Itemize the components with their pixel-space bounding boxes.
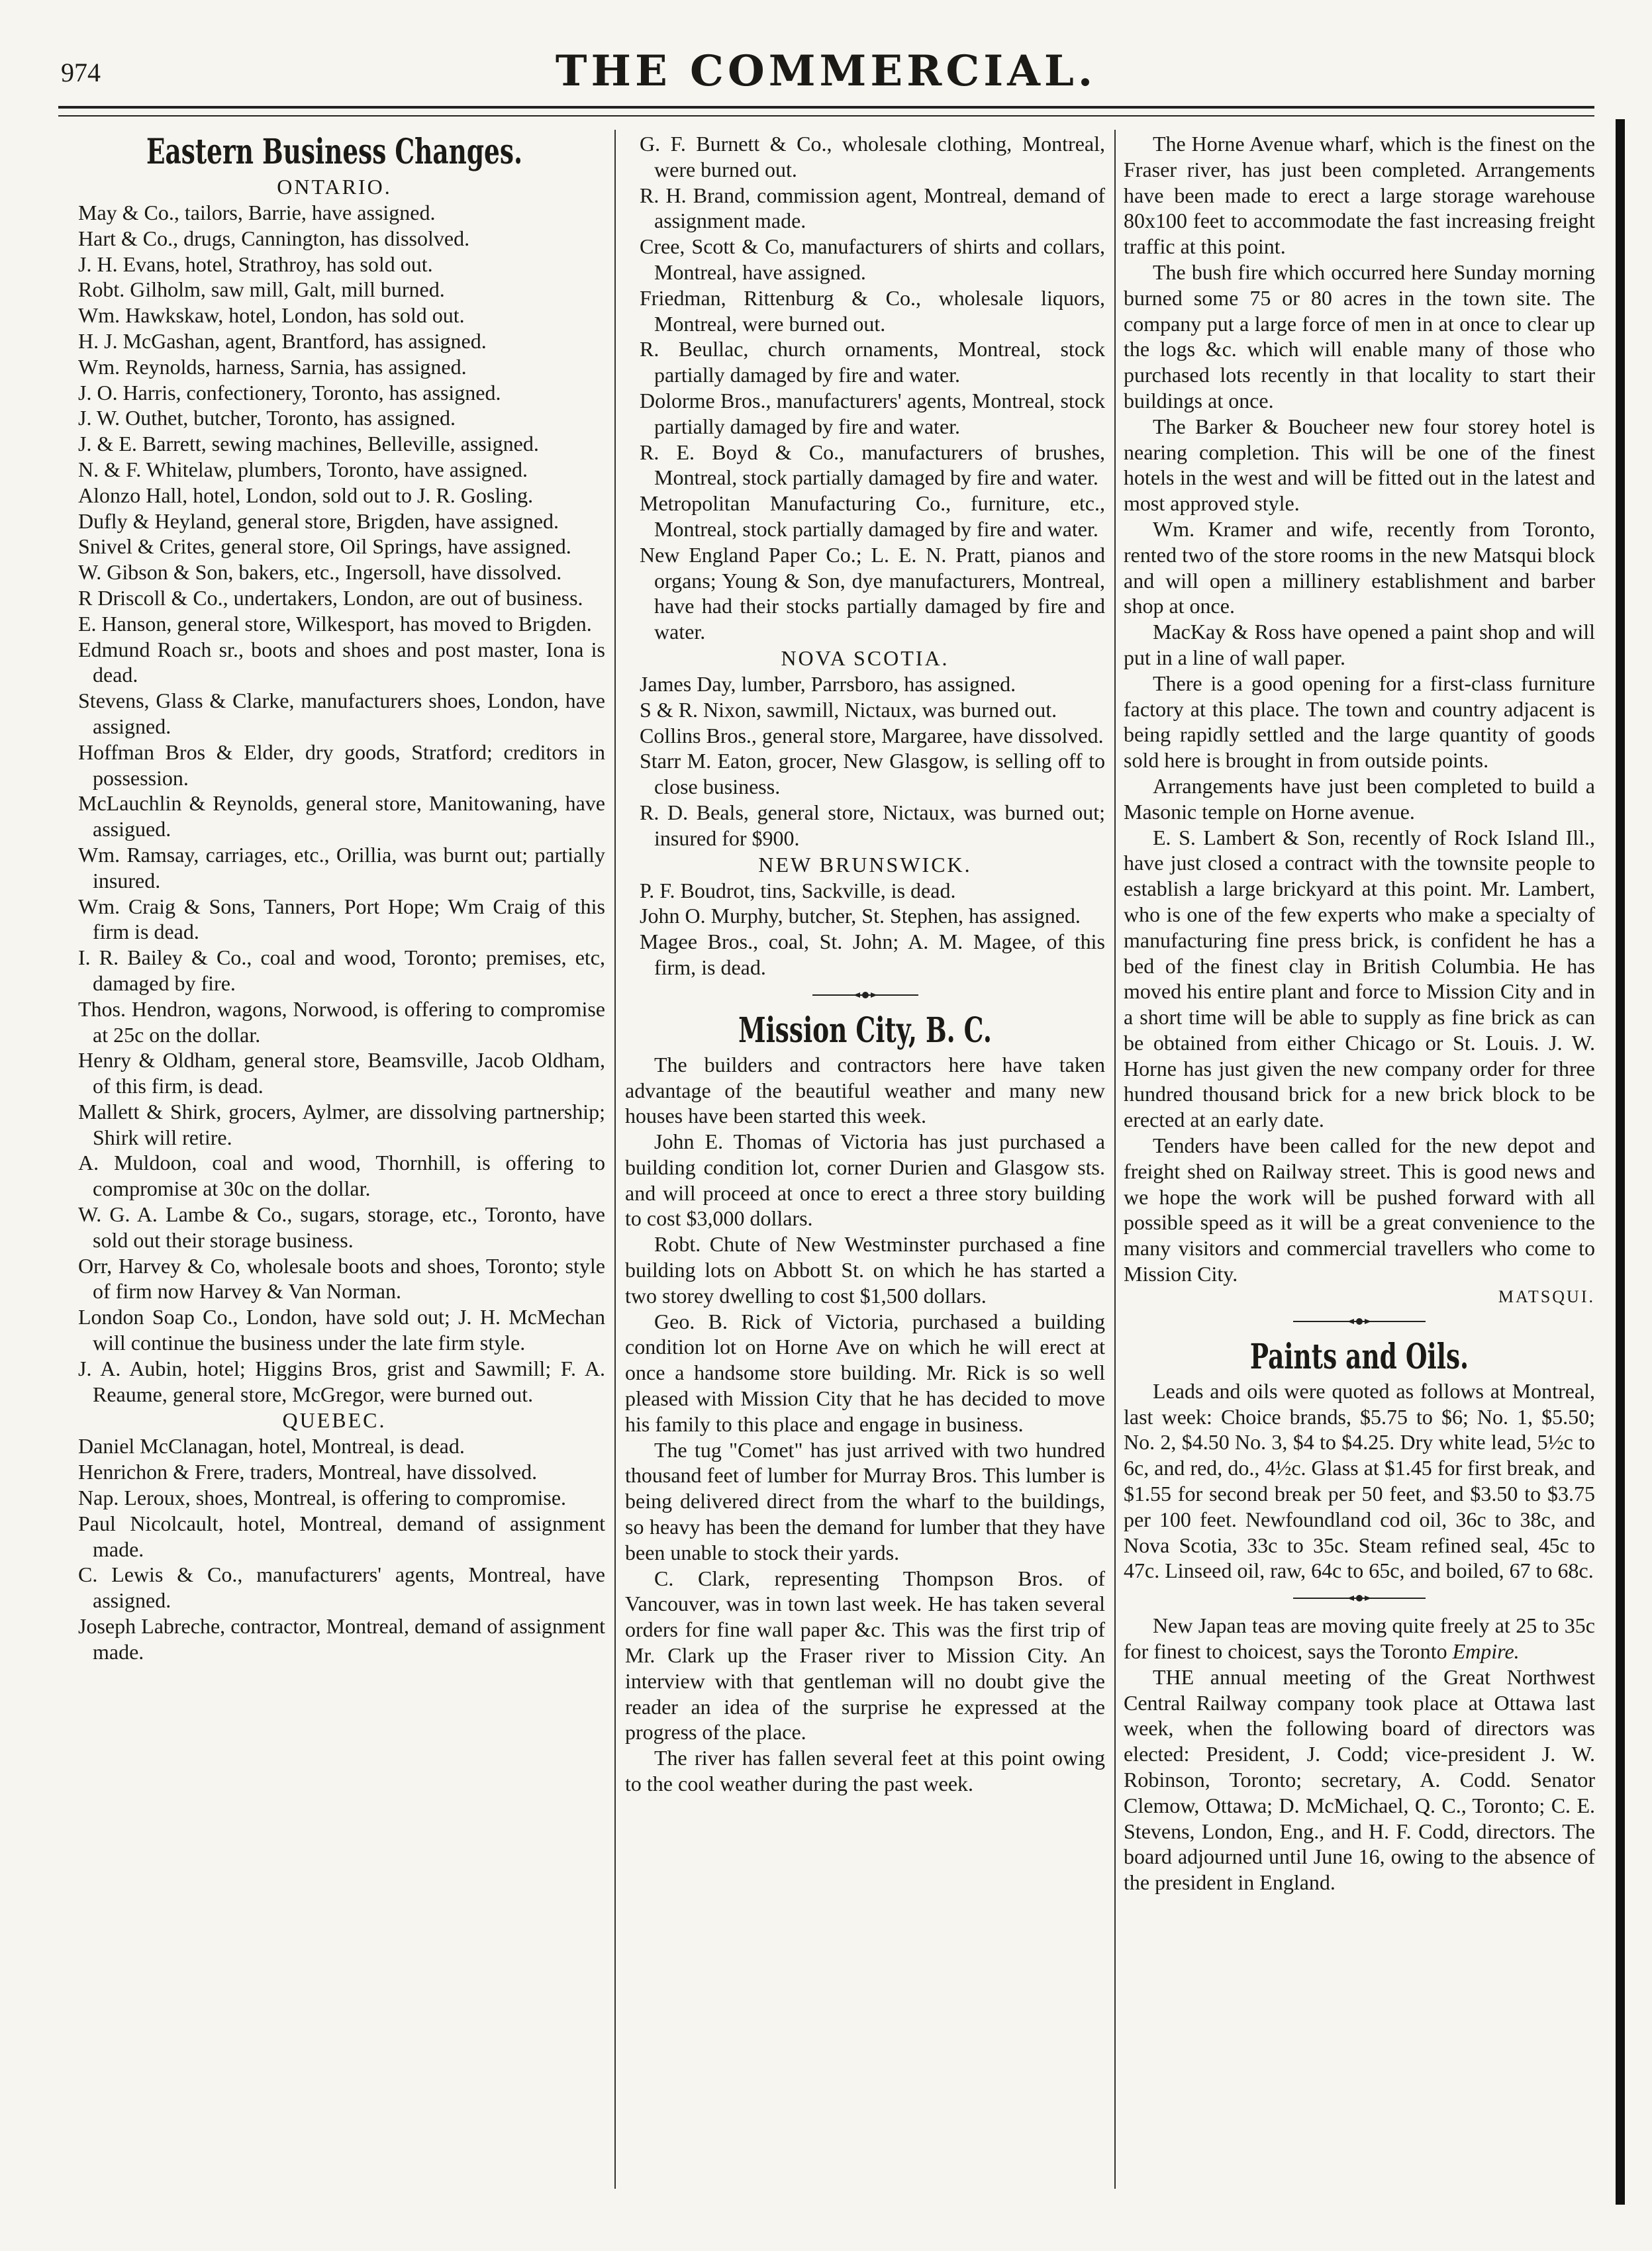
section-divider-ornament: [625, 981, 1105, 1010]
paragraph: John E. Thomas of Victoria has just purchased a building condition lot, corner Durien and Glasgow sts. and will proceed at once to erect a three story building to cost $3,000 dollars.: [625, 1129, 1105, 1231]
header-rule-thin: [58, 115, 1594, 117]
list-item: Nap. Leroux, shoes, Montreal, is offering to compromise.: [78, 1486, 567, 1510]
ornament-icon: [1293, 1594, 1426, 1603]
list-item: J. W. Outhet, butcher, Toronto, has assigned.: [78, 406, 456, 430]
paragraph: Tenders have been called for the new depot and freight shed on Railway street. This is good news and we hope the work will be pushed forward with all possible speed as it will be a great convenience to the many visitors and commercial travellers who come to Mission City.: [1124, 1133, 1595, 1286]
list-item: Dolorme Bros., manufacturers' agents, Montreal, stock partially damaged by fire and water.: [640, 388, 1105, 438]
list-item: Metropolitan Manufacturing Co., furniture, etc., Montreal, stock partially damaged by fire and water.: [640, 491, 1105, 541]
list-item: May & Co., tailors, Barrie, have assigned.: [78, 201, 436, 224]
list-item: I. R. Bailey & Co., coal and wood, Toronto; premises, etc, damaged by fire.: [78, 945, 605, 995]
quebec-continued-list: [625, 131, 1105, 645]
list-item: G. F. Burnett & Co., wholesale clothing, Montreal, were burned out.: [640, 132, 1105, 181]
list-item: J. O. Harris, confectionery, Toronto, has assigned.: [78, 380, 501, 405]
paragraph: Arrangements have just been completed to build a Masonic temple on Horne avenue.: [1124, 773, 1595, 824]
section-divider-ornament: [1124, 1584, 1595, 1613]
paragraph: E. S. Lambert & Son, recently of Rock Island Ill., have just closed a contract with the townsite people to establish a large brickyard at this point. Mr. Lambert, who is one of the few experts who make a specialty of manufacturing fine press brick, is confident he has a bed of the finest clay in British Columbia. He has moved his entire plant and force to Mission City and in a short time will be able to supply as fine brick as can be obtained from either Chicago or St. Louis. J. W. Horne has just given the new company order for three hundred thousand brick for a new brick block to be erected at an early date.: [1124, 825, 1595, 1132]
list-item: E. Hanson, general store, Wilkesport, has moved to Brigden.: [78, 611, 592, 636]
tea-text: New Japan teas are moving quite freely at 25 to 35c for finest to choicest, says the Toronto: [1124, 1613, 1595, 1664]
tea-paragraph: [1124, 1613, 1595, 1664]
list-item: Joseph Labreche, contractor, Montreal, demand of assignment made.: [78, 1614, 605, 1664]
list-item: James Day, lumber, Parrsboro, has assigned.: [640, 671, 1016, 696]
list-item: Wm. Craig & Sons, Tanners, Port Hope; Wm Craig of this firm is dead.: [78, 894, 605, 944]
ornament-icon: [812, 990, 918, 1000]
paragraph: There is a good opening for a first-class furniture factory at this place. The town and country adjacent is being rapidly settled and the large quantity of goods sold here is brought in from outside points.: [1124, 671, 1595, 773]
ornament-icon: [1293, 1317, 1426, 1326]
paragraph: C. Clark, representing Thompson Bros. of Vancouver, was in town last week. He has taken several orders for fine wall paper &c. This was the first trip of Mr. Clark up the Fraser river to Mission City. An interview with that gentleman will no doubt give the reader an idea of the surprise he expressed at the progress of the place.: [625, 1566, 1105, 1745]
list-item: Wm. Reynolds, harness, Sarnia, has assigned.: [78, 354, 467, 379]
paints-oils-paragraph: Leads and oils were quoted as follows at Montreal, last week: Choice brands, $5.75 to $6; No. 1, $5.50; No. 2, $4.50 No. 3, $4 to $4.25. Dry white lead, 5½c to 6c, and red, do., 4½c. Glass at $1.45 for first break, and $1.55 for second break per 50 feet, and $3.50 to $3.75 per 100 feet. Newfoundland cod oil, 36c to 38c, and Nova Scotia, 33c to 35c. Steam refined seal, 45c to 47c. Linseed oil, raw, 64c to 65c, and boiled, 67 to 68c.: [1124, 1378, 1595, 1583]
subheading-new-brunswick: NEW BRUNSWICK.: [758, 852, 972, 877]
paragraph: Robt. Chute of New Westminster purchased a fine building lots on Abbott St. on which he has started a two storey dwelling to cost $1,500 dollars.: [625, 1232, 1105, 1308]
list-item: C. Lewis & Co., manufacturers' agents, Montreal, have assigned.: [78, 1562, 605, 1613]
section-heading-mission-city: Mission City, B. C.: [738, 1010, 992, 1051]
list-item: Cree, Scott & Co, manufacturers of shirts and collars, Montreal, have assigned.: [640, 234, 1105, 284]
subheading-nova-scotia: NOVA SCOTIA.: [781, 646, 949, 670]
list-item: Robt. Gilholm, saw mill, Galt, mill burned.: [78, 277, 445, 302]
list-item: Daniel McClanagan, hotel, Montreal, is dead.: [78, 1434, 465, 1459]
list-item: John O. Murphy, butcher, St. Stephen, has assigned.: [640, 904, 1081, 928]
list-item: Wm. Hawkskaw, hotel, London, has sold out.: [78, 303, 465, 328]
list-item: W. G. A. Lambe & Co., sugars, storage, etc., Toronto, have sold out their storage business.: [78, 1202, 605, 1252]
section-heading-eastern: Eastern Business Changes.: [146, 132, 522, 172]
paragraph: Geo. B. Rick of Victoria, purchased a building condition lot on Horne Ave on which he will erect at once a handsome store building. Mr. Rick is so well pleased with Mission City that he has decided to move his family to this place and engage in business.: [625, 1309, 1105, 1436]
list-item: A. Muldoon, coal and wood, Thornhill, is offering to compromise at 30c on the dollar.: [78, 1151, 605, 1201]
paragraph: The builders and contractors here have taken advantage of the beautiful weather and many new houses have been started this week.: [625, 1052, 1105, 1128]
list-item: Henrichon & Frere, traders, Montreal, have dissolved.: [78, 1460, 538, 1484]
list-item: Paul Nicolcault, hotel, Montreal, demand of assignment made.: [78, 1511, 605, 1561]
list-item: H. J. McGashan, agent, Brantford, has assigned.: [78, 328, 487, 353]
list-item: Snivel & Crites, general store, Oil Springs, have assigned.: [78, 534, 571, 559]
masthead-title: THE COMMERCIAL.: [555, 46, 1097, 96]
list-item: W. Gibson & Son, bakers, etc., Ingersoll, have dissolved.: [78, 560, 562, 585]
list-item: Friedman, Rittenburg & Co., wholesale liquors, Montreal, were burned out.: [640, 285, 1105, 336]
paragraph: Wm. Kramer and wife, recently from Toronto, rented two of the store rooms in the new Matsqui block and will open a millinery establishment and barber shop at once.: [1124, 516, 1595, 618]
list-item: Orr, Harvey & Co, wholesale boots and shoes, Toronto; style of firm now Harvey & Van Norman.: [78, 1253, 605, 1304]
list-item: Alonzo Hall, hotel, London, sold out to J. R. Gosling.: [78, 483, 534, 507]
list-item: Edmund Roach sr., boots and shoes and post master, Iona is dead.: [78, 637, 605, 687]
mission-city-article: [625, 1052, 1105, 1797]
ontario-list: [64, 200, 605, 1407]
list-item: London Soap Co., London, have sold out; J. H. McMechan will continue the business under the late firm style.: [78, 1305, 605, 1355]
section-heading-paints-oils: Paints and Oils.: [1249, 1336, 1469, 1377]
list-item: R. Beullac, church ornaments, Montreal, stock partially damaged by fire and water.: [640, 337, 1105, 387]
column-3: [1124, 131, 1595, 1895]
new-brunswick-list: [625, 878, 1105, 981]
list-item: N. & F. Whitelaw, plumbers, Toronto, have assigned.: [78, 457, 528, 481]
list-item: Collins Bros., general store, Margaree, have dissolved.: [640, 723, 1104, 747]
correspondent-signature: MATSQUI.: [1498, 1286, 1595, 1306]
header-rule: [58, 106, 1594, 109]
list-item: Stevens, Glass & Clarke, manufacturers shoes, London, have assigned.: [78, 689, 605, 738]
list-item: Starr M. Eaton, grocer, New Glasgow, is selling off to close business.: [640, 749, 1105, 799]
page-number: 974: [61, 58, 101, 87]
list-item: R. D. Beals, general store, Nictaux, was burned out; insured for $900.: [640, 800, 1105, 850]
list-item: Wm. Ramsay, carriages, etc., Orillia, was burnt out; partially insured.: [78, 842, 605, 892]
list-item: R Driscoll & Co., undertakers, London, are out of business.: [78, 585, 583, 610]
paragraph: The Horne Avenue wharf, which is the finest on the Fraser river, has just been completed. Arrangements have been made to erect a large storage warehouse 80x100 feet to accommodate the fast increasing freight traffic at this point.: [1124, 132, 1595, 259]
paragraph: The river has fallen several feet at this point owing to the cool weather during the past week.: [625, 1746, 1105, 1796]
quebec-list: [64, 1433, 605, 1664]
tea-source: Empire.: [1452, 1639, 1520, 1664]
list-item: R. E. Boyd & Co., manufacturers of brushes, Montreal, stock partially damaged by fire and water.: [640, 440, 1105, 490]
nova-scotia-list: [625, 671, 1105, 851]
list-item: S & R. Nixon, sawmill, Nictaux, was burned out.: [640, 697, 1057, 722]
list-item: R. H. Brand, commission agent, Montreal, demand of assignment made.: [640, 183, 1105, 233]
paragraph: The tug "Comet" has just arrived with two hundred thousand feet of lumber for Murray Bros. This lumber is being delivered direct from the wharf to the buildings, so heavy has been the demand for lumber that they have been unable to stock their yards.: [625, 1437, 1105, 1564]
mission-city-continued: [1124, 131, 1595, 1287]
subheading-ontario: ONTARIO.: [277, 175, 392, 199]
page-edge-shadow: [1616, 119, 1625, 2205]
column-divider: [614, 130, 616, 2189]
list-item: McLauchlin & Reynolds, general store, Manitowaning, have assigued.: [78, 791, 605, 841]
list-item: Magee Bros., coal, St. John; A. M. Magee, of this firm, is dead.: [640, 930, 1105, 979]
column-1: [64, 131, 605, 1665]
column-2: [625, 131, 1105, 1797]
list-item: J. & E. Barrett, sewing machines, Belleville, assigned.: [78, 432, 539, 456]
paragraph: MacKay & Ross have opened a paint shop and will put in a line of wall paper.: [1124, 620, 1595, 669]
railway-paragraph: THE annual meeting of the Great Northwest Central Railway company took place at Ottawa last week, when the following board of directors was elected: President, J. Codd; vice-president J. W. Robinson, Toronto; secretary, A. Codd. Senator Clemow, Ottawa; D. McMichael, Q. C., Toronto; C. E. Stevens, London, Eng., and H. F. Codd, directors. The board adjourned until June 16, owing to the absence of the president in England.: [1124, 1664, 1595, 1895]
list-item: P. F. Boudrot, tins, Sackville, is dead.: [640, 878, 956, 902]
list-item: J. H. Evans, hotel, Strathroy, has sold out.: [78, 252, 433, 276]
section-divider-ornament: [1124, 1307, 1595, 1336]
list-item: Henry & Oldham, general store, Beamsville, Jacob Oldham, of this firm, is dead.: [78, 1048, 605, 1098]
list-item: Dufly & Heyland, general store, Brigden, have assigned.: [78, 508, 559, 533]
list-item: Hart & Co., drugs, Cannington, has dissolved.: [78, 226, 470, 250]
list-item: Thos. Hendron, wagons, Norwood, is offering to compromise at 25c on the dollar.: [78, 996, 605, 1047]
list-item: Mallett & Shirk, grocers, Aylmer, are dissolving partnership; Shirk will retire.: [78, 1099, 605, 1149]
subheading-quebec: QUEBEC.: [282, 1408, 387, 1433]
paragraph: The bush fire which occurred here Sunday morning burned some 75 or 80 acres in the town site. The company put a large force of men in at once to clear up the logs &c. which will enable many of those who purchased lots recently in that locality to start their buildings at once.: [1124, 260, 1595, 412]
list-item: J. A. Aubin, hotel; Higgins Bros, grist and Sawmill; F. A. Reaume, general store, McGregor, were burned out.: [78, 1356, 605, 1406]
paragraph: The Barker & Boucheer new four storey hotel is nearing completion. This will be one of the finest hotels in the west and will be fitted out in the latest and most approved style.: [1124, 414, 1595, 516]
list-item: Hoffman Bros & Elder, dry goods, Stratford; creditors in possession.: [78, 740, 605, 790]
list-item: New England Paper Co.; L. E. N. Pratt, pianos and organs; Young & Son, dye manufacturers, Montreal, have had their stocks partially damaged by fire and water.: [640, 542, 1105, 644]
column-divider: [1114, 130, 1116, 2189]
